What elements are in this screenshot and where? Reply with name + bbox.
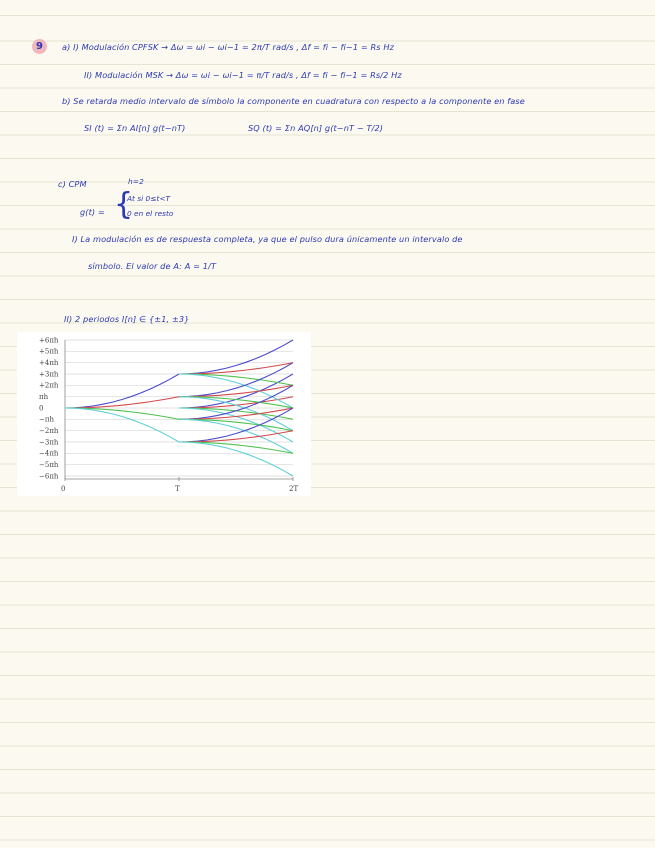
phase-trajectory [179, 374, 293, 408]
y-tick-label: −6πh [39, 472, 59, 481]
part-b-line1: b) Se retarda medio intervalo de símbolo la componente en cuadratura con respecto a la componente en fase [62, 96, 525, 106]
y-tick-label: 0 [39, 404, 44, 413]
phase-trajectory [179, 419, 293, 453]
y-tick-label: +5πh [39, 347, 59, 356]
y-tick-label: −4πh [39, 449, 59, 458]
piecewise-case-2: 0 en el resto [127, 209, 174, 218]
y-tick-label: −πh [39, 415, 54, 424]
y-tick-label: −5πh [39, 461, 59, 470]
piecewise-case-1: At si 0≤t<T [127, 194, 171, 203]
phase-trajectory [179, 408, 293, 442]
y-tick-label: +6πh [39, 336, 59, 345]
part-b-sq-formula: SQ (t) = Σn AQ[n] g(t−nT − T/2) [248, 123, 384, 133]
x-tick-label: 2T [289, 485, 299, 493]
x-tick-label: 0 [61, 485, 66, 493]
phase-trajectory [179, 385, 293, 419]
part-b-si-formula: SI (t) = Σn AI[n] g(t−nT) [84, 123, 186, 133]
piecewise-brace: { [114, 187, 134, 222]
y-tick-label: +3πh [39, 370, 59, 379]
part-c-i-line1: I) La modulación es de respuesta completa, ya que el pulso dura únicamente un intervalo de [72, 234, 463, 244]
phase-trajectory [65, 374, 179, 408]
part-c-h-value: h=2 [128, 177, 144, 186]
y-tick-label: πh [39, 393, 49, 402]
phase-trajectory [65, 397, 179, 408]
phase-trajectory [179, 374, 293, 408]
y-tick-label: −2πh [39, 427, 59, 436]
problem-number-badge: 9 [32, 39, 47, 54]
phase-trajectory [65, 408, 179, 442]
part-c-ii-line: II) 2 periodos I[n] ∈ {±1, ±3} [64, 314, 190, 324]
phase-trajectory [65, 408, 179, 419]
y-tick-label: −3πh [39, 438, 59, 447]
phase-trellis-chart [17, 332, 311, 496]
x-tick-label: T [175, 485, 180, 493]
phase-trajectory [179, 340, 293, 374]
phase-trajectory [179, 442, 293, 476]
phase-trellis-svg [17, 332, 311, 496]
phase-trajectory [179, 363, 293, 397]
phase-trajectory [179, 397, 293, 431]
part-a-line1: a) I) Modulación CPFSK → Δω = ωi − ωi−1 = 2π/T rad/s , Δf = fi − fi−1 = Rs Hz [62, 42, 395, 52]
y-tick-label: +4πh [39, 359, 59, 368]
part-c-g-lhs: g(t) = [80, 207, 105, 217]
part-c-i-line2: símbolo. El valor de A: A = 1/T [88, 261, 217, 271]
y-tick-label: +2πh [39, 381, 59, 390]
phase-trajectory [179, 408, 293, 442]
part-a-line2: II) Modulación MSK → Δω = ωi − ωi−1 = π/T rad/s , Δf = fi − fi−1 = Rs/2 Hz [84, 70, 402, 80]
part-c-label: c) CPM [58, 179, 87, 189]
